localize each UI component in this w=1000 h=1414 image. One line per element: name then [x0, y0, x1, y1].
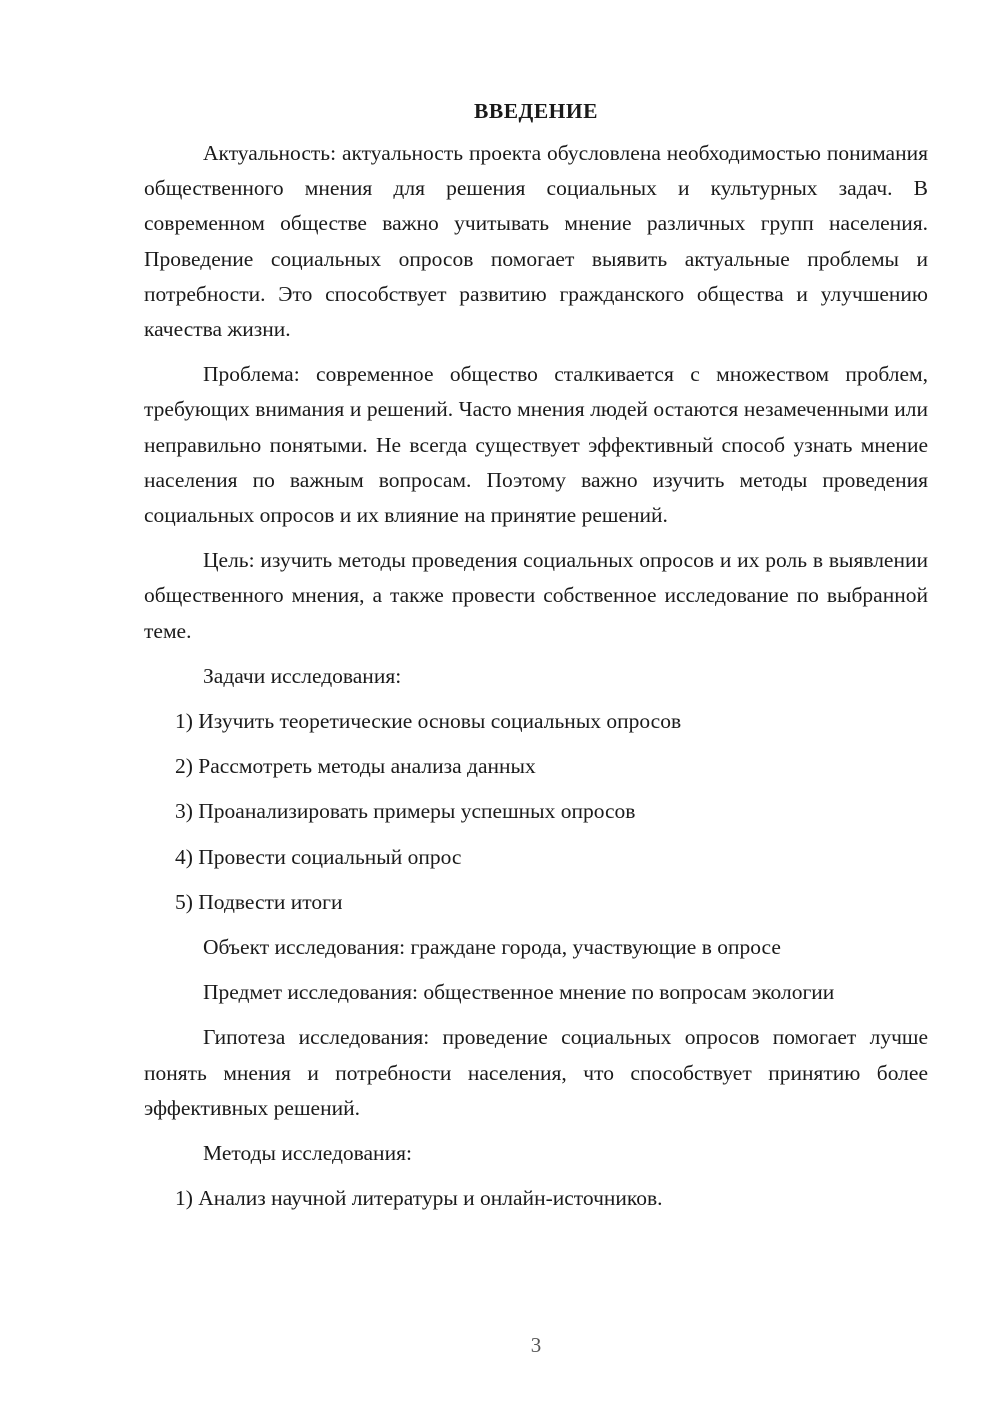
page-title: ВВЕДЕНИЕ [474, 99, 598, 123]
subject-paragraph: Предмет исследования: общественное мнение по вопросам экологии [203, 980, 835, 1005]
method-item: 1) Анализ научной литературы и онлайн-источников. [175, 1186, 663, 1211]
page-number: 3 [530, 1333, 542, 1357]
object-line: Объект исследования: граждане города, участвующие в опросе [203, 935, 781, 960]
problem-paragraph: Проблема: современное общество сталкивается с множеством проблем, требующих внимания и решений. Часто мнения людей остаются незамеченными или неправильно понятыми. Не всегда существует эффективный способ узнать мнение населения по важным вопросам. Поэтому важно изучить методы проведения социальных опросов и их влияние на принятие решений. [144, 362, 928, 528]
tasks-heading: Задачи исследования: [203, 663, 402, 688]
methods-heading: Методы исследования: [203, 1141, 412, 1166]
task-item: 1) Изучить теоретические основы социальных опросов [175, 709, 682, 734]
hypothesis-paragraph: Гипотеза исследования: проведение социальных опросов помогает лучше понять мнения и потребности населения, что способствует принятию более эффективных решений. [144, 1025, 928, 1120]
task-item: 5) Подвести итоги [175, 889, 343, 914]
relevance-paragraph: Актуальность: актуальность проекта обусловлена необходимостью понимания общественного мнения для решения социальных и культурных задач. В современном обществе важно учитывать мнение различных групп населения. Проведение социальных опросов помогает выявить актуальные проблемы и потребности. Это способствует развитию гражданского общества и улучшению качества жизни. [144, 141, 928, 342]
task-item: 4) Провести социальный опрос [175, 844, 462, 869]
document-page [144, 96, 928, 1226]
task-item: 2) Рассмотреть методы анализа данных [175, 754, 536, 779]
goal-paragraph: Цель: изучить методы проведения социальных опросов и их роль в выявлении общественного мнения, а также провести собственное исследование по выбранной теме. [144, 548, 928, 643]
task-item: 3) Проанализировать примеры успешных опросов [175, 799, 636, 824]
